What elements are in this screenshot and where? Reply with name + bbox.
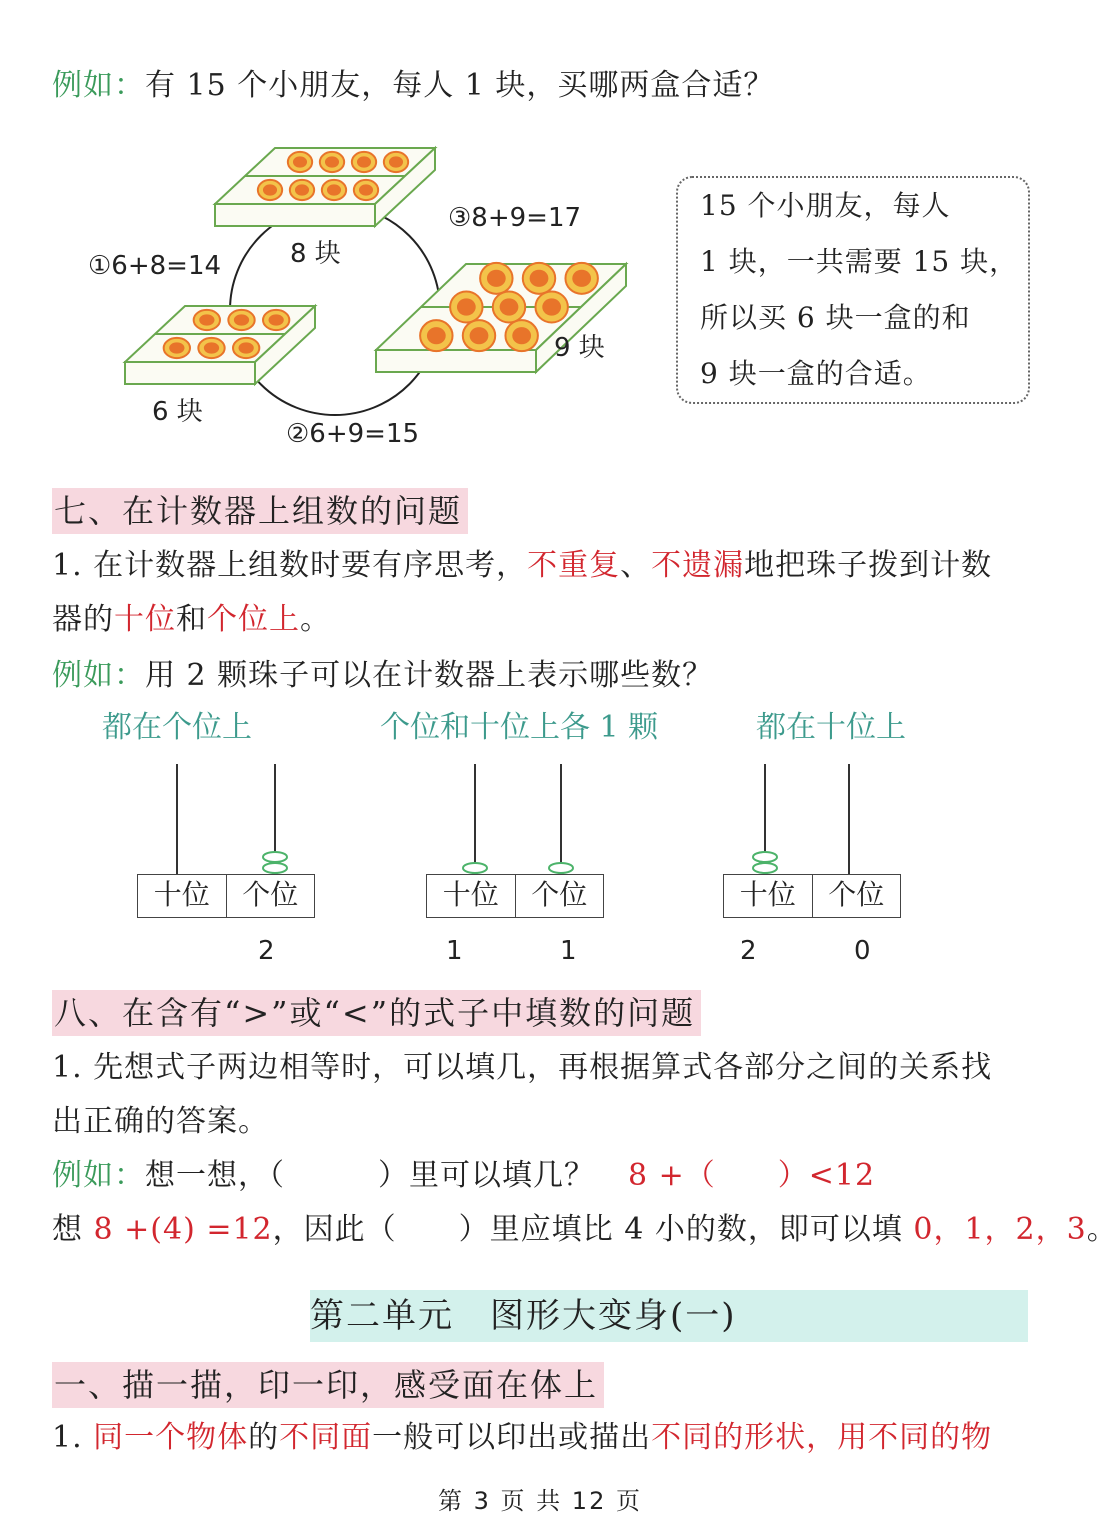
text-span: 。 xyxy=(1086,1212,1118,1247)
text-span: 和 xyxy=(176,602,207,637)
section-7-heading: 七、在计数器上组数的问题 xyxy=(52,488,468,534)
example-text: 想一想，（ ）里可以填几？ xyxy=(145,1158,595,1193)
cake-box-6 xyxy=(125,306,315,384)
tens-label: 十位 xyxy=(442,878,499,911)
equation-3: ③8+9=17 xyxy=(448,203,582,233)
text-span: 1. 在计数器上组数时要有序思考， xyxy=(52,548,528,583)
section-7-paragraph-line-1 xyxy=(52,546,992,586)
example-prefix: 例如： xyxy=(52,68,145,103)
section-8-paragraph-line-1: 1. 先想式子两边相等时，可以填几，再根据算式各部分之间的关系找 xyxy=(52,1050,993,1085)
example1-line xyxy=(52,66,774,106)
ones-label: 个位 xyxy=(226,875,315,917)
emphasis-no-repeat: 不重复 xyxy=(527,548,621,583)
text-span: 的 xyxy=(248,1420,280,1455)
equation-2: ②6+9=15 xyxy=(286,419,420,449)
emphasis-answers: 0，1，2，3 xyxy=(913,1212,1087,1247)
box-label-9: 9 块 xyxy=(554,333,605,363)
emphasis-same-object: 同一个物体 xyxy=(93,1420,249,1455)
note-line-4: 9 块一盒的合适。 xyxy=(700,357,932,390)
text-span: 、 xyxy=(620,548,652,583)
example-text: 有 15 个小朋友，每人 1 块，买哪两盒合适？ xyxy=(145,68,775,103)
note-line-3: 所以买 6 块一盒的和 xyxy=(700,301,971,334)
explanation-box xyxy=(676,176,1030,404)
abacus-rod-ones xyxy=(560,764,562,874)
emphasis-different-shapes: 不同的形状，用不同的物 xyxy=(651,1420,993,1455)
abacus-label-3: 都在十位上 xyxy=(756,710,906,745)
text-span: 1. xyxy=(52,1420,94,1455)
ones-label: 个位 xyxy=(515,875,604,917)
emphasis-no-omit: 不遗漏 xyxy=(651,548,745,583)
equation-1: ①6+8=14 xyxy=(88,251,222,281)
place-value-box xyxy=(426,874,604,918)
section-8-reasoning xyxy=(52,1210,1118,1250)
cake-box-8 xyxy=(215,148,435,226)
box-label-6: 6 块 xyxy=(152,397,203,427)
example-prefix: 例如： xyxy=(52,1158,145,1193)
emphasis-ones: 个位上 xyxy=(207,602,300,637)
abacus-2-ones-digit: 1 xyxy=(560,936,577,966)
text-span: 地把珠子拨到计数 xyxy=(744,548,993,583)
emphasis-different-faces: 不同面 xyxy=(279,1420,373,1455)
section-8-example xyxy=(52,1156,595,1196)
emphasis-equation: 8 +(4) =12 xyxy=(93,1212,273,1247)
abacus-label-1: 都在个位上 xyxy=(102,710,252,745)
abacus-rod-tens xyxy=(176,764,178,874)
abacus-1-ones-digit: 2 xyxy=(258,936,275,966)
example-prefix: 例如： xyxy=(52,658,145,693)
place-value-box xyxy=(723,874,901,918)
text-span: ，因此（ ）里应填比 4 小的数，即可以填 xyxy=(272,1212,914,1247)
unit-title-bar xyxy=(310,1290,1028,1342)
abacus-rod-tens xyxy=(474,764,476,874)
abacus-3-tens-digit: 2 xyxy=(740,936,757,966)
abacus-label-2: 个位和十位上各 1 颗 xyxy=(380,710,659,745)
section-8-example-expression: 8 +（ ）<12 xyxy=(628,1158,876,1193)
section-7-example xyxy=(52,656,713,696)
abacus-3-ones-digit: 0 xyxy=(854,936,871,966)
text-span: 想 xyxy=(52,1212,94,1247)
text-span: 器的 xyxy=(52,602,114,637)
place-value-box xyxy=(137,874,315,918)
cake-box-diagram xyxy=(80,140,660,460)
abacus-beads-ones xyxy=(258,850,292,876)
section-8-paragraph-line-2: 出正确的答案。 xyxy=(52,1104,269,1139)
box-label-8: 8 块 xyxy=(290,239,341,269)
unit-2-section-1-heading: 一、描一描，印一印，感受面在体上 xyxy=(52,1362,604,1408)
abacus-2-tens-digit: 1 xyxy=(446,936,463,966)
abacus-beads-tens xyxy=(748,850,782,876)
page-number-footer: 第 3 页 共 12 页 xyxy=(438,1487,642,1515)
note-line-1: 15 个小朋友，每人 xyxy=(700,189,951,222)
tens-label: 十位 xyxy=(153,878,210,911)
section-8-heading: 八、在含有“>”或“<”的式子中填数的问题 xyxy=(52,990,701,1036)
tens-label: 十位 xyxy=(739,878,796,911)
ones-label: 个位 xyxy=(812,875,901,917)
example-text: 用 2 颗珠子可以在计数器上表示哪些数？ xyxy=(145,658,714,693)
abacus-rod-ones xyxy=(848,764,850,874)
text-span: 一般可以印出或描出 xyxy=(372,1420,652,1455)
emphasis-tens: 十位 xyxy=(114,602,176,637)
note-line-2: 1 块，一共需要 15 块， xyxy=(700,245,1019,278)
unit-title: 第二单元 图形大变身(一) xyxy=(310,1296,737,1336)
unit-2-section-1-paragraph xyxy=(52,1418,992,1458)
text-span: 。 xyxy=(300,602,331,637)
section-7-paragraph-line-2 xyxy=(52,600,331,640)
